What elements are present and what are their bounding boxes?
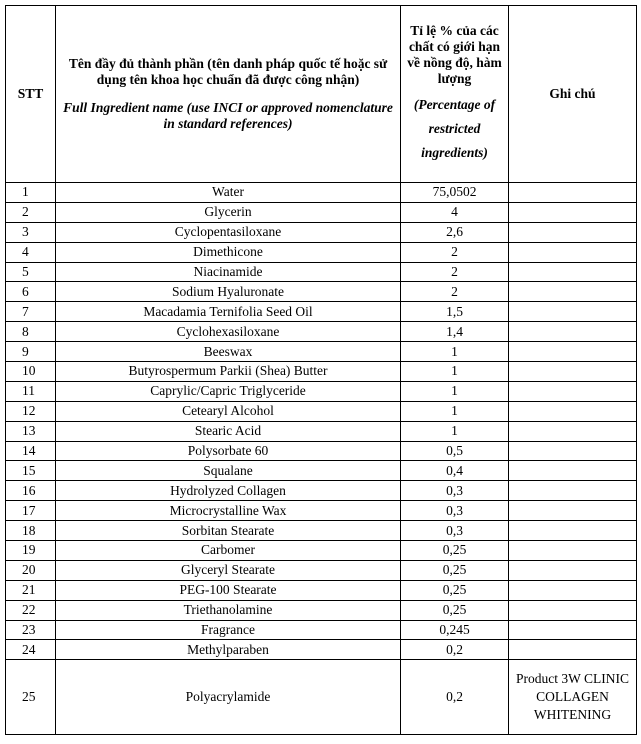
table-row — [6, 600, 637, 620]
header-pct-vi: Tỉ lệ % của các chất có giới hạn về nồng độ, hàm lượng — [407, 23, 502, 86]
row-ingredient-name: PEG-100 Stearate — [56, 580, 401, 600]
row-stt: 9 — [6, 342, 56, 362]
row-note — [509, 381, 637, 401]
row-note — [509, 282, 637, 302]
row-ingredient-name: Dimethicone — [56, 242, 401, 262]
row-percentage: 1 — [401, 421, 509, 441]
table-row — [6, 381, 637, 401]
row-percentage: 0,25 — [401, 600, 509, 620]
row-stt: 21 — [6, 580, 56, 600]
row-percentage: 0,25 — [401, 560, 509, 580]
row-ingredient-name: Butyrospermum Parkii (Shea) Butter — [56, 362, 401, 382]
row-note: Product 3W CLINIC COLLAGEN WHITENING — [509, 660, 637, 735]
table-row — [6, 620, 637, 640]
row-ingredient-name: Carbomer — [56, 541, 401, 561]
header-note: Ghi chú — [509, 6, 637, 183]
row-note — [509, 521, 637, 541]
row-percentage: 2 — [401, 282, 509, 302]
table-row — [6, 302, 637, 322]
row-stt: 16 — [6, 481, 56, 501]
table-row — [6, 481, 637, 501]
row-ingredient-name: Sorbitan Stearate — [56, 521, 401, 541]
row-percentage: 1 — [401, 342, 509, 362]
table-row — [6, 501, 637, 521]
row-note — [509, 541, 637, 561]
row-percentage: 0,25 — [401, 541, 509, 561]
row-stt: 4 — [6, 242, 56, 262]
row-note — [509, 600, 637, 620]
row-stt: 1 — [6, 183, 56, 203]
row-stt: 14 — [6, 441, 56, 461]
table-row — [6, 560, 637, 580]
table-row — [6, 521, 637, 541]
row-ingredient-name: Cyclopentasiloxane — [56, 222, 401, 242]
table-row — [6, 541, 637, 561]
row-stt: 23 — [6, 620, 56, 640]
row-percentage: 2 — [401, 242, 509, 262]
row-stt: 6 — [6, 282, 56, 302]
table-body — [6, 183, 637, 735]
row-stt: 12 — [6, 401, 56, 421]
row-stt: 5 — [6, 262, 56, 282]
row-stt: 8 — [6, 322, 56, 342]
row-ingredient-name: Water — [56, 183, 401, 203]
header-stt: STT — [6, 6, 56, 183]
table-row — [6, 222, 637, 242]
row-percentage: 1 — [401, 381, 509, 401]
row-note — [509, 441, 637, 461]
row-note — [509, 401, 637, 421]
row-ingredient-name: Caprylic/Capric Triglyceride — [56, 381, 401, 401]
row-note — [509, 421, 637, 441]
row-note — [509, 580, 637, 600]
row-stt: 2 — [6, 202, 56, 222]
row-ingredient-name: Fragrance — [56, 620, 401, 640]
row-stt: 17 — [6, 501, 56, 521]
row-note — [509, 322, 637, 342]
table-row — [6, 322, 637, 342]
table-row — [6, 401, 637, 421]
row-stt: 11 — [6, 381, 56, 401]
row-note — [509, 242, 637, 262]
row-ingredient-name: Niacinamide — [56, 262, 401, 282]
header-ingredient-name — [56, 6, 401, 183]
row-note — [509, 620, 637, 640]
row-ingredient-name: Microcrystalline Wax — [56, 501, 401, 521]
row-stt: 7 — [6, 302, 56, 322]
table-row — [6, 640, 637, 660]
row-stt: 15 — [6, 461, 56, 481]
row-percentage: 4 — [401, 202, 509, 222]
row-ingredient-name: Polysorbate 60 — [56, 441, 401, 461]
header-percentage — [401, 6, 509, 183]
row-percentage: 2,6 — [401, 222, 509, 242]
row-stt: 24 — [6, 640, 56, 660]
row-stt: 20 — [6, 560, 56, 580]
header-name-vi: Tên đầy đủ thành phần (tên danh pháp quốc tế hoặc sử dụng tên khoa học chuẩn đã được công nhận) — [68, 56, 388, 87]
row-note — [509, 342, 637, 362]
row-stt: 25 — [6, 660, 56, 735]
row-stt: 22 — [6, 600, 56, 620]
row-ingredient-name: Sodium Hyaluronate — [56, 282, 401, 302]
row-percentage: 0,25 — [401, 580, 509, 600]
row-ingredient-name: Polyacrylamide — [56, 660, 401, 735]
row-percentage: 1 — [401, 362, 509, 382]
row-ingredient-name: Glycerin — [56, 202, 401, 222]
row-percentage: 0,2 — [401, 660, 509, 735]
table-row — [6, 183, 637, 203]
row-note — [509, 481, 637, 501]
table-row — [6, 242, 637, 262]
row-note — [509, 560, 637, 580]
ingredients-table — [5, 5, 637, 735]
row-note — [509, 362, 637, 382]
table-row — [6, 660, 637, 735]
table-row — [6, 202, 637, 222]
row-percentage: 75,0502 — [401, 183, 509, 203]
row-ingredient-name: Cyclohexasiloxane — [56, 322, 401, 342]
row-ingredient-name: Glyceryl Stearate — [56, 560, 401, 580]
row-percentage: 1,4 — [401, 322, 509, 342]
row-ingredient-name: Squalane — [56, 461, 401, 481]
row-percentage: 1 — [401, 401, 509, 421]
row-percentage: 0,4 — [401, 461, 509, 481]
table-row — [6, 441, 637, 461]
row-stt: 10 — [6, 362, 56, 382]
row-stt: 19 — [6, 541, 56, 561]
row-percentage: 0,3 — [401, 521, 509, 541]
row-note — [509, 183, 637, 203]
row-percentage: 0,2 — [401, 640, 509, 660]
row-ingredient-name: Stearic Acid — [56, 421, 401, 441]
row-ingredient-name: Beeswax — [56, 342, 401, 362]
row-percentage: 0,245 — [401, 620, 509, 640]
header-row — [6, 6, 637, 183]
row-ingredient-name: Hydrolyzed Collagen — [56, 481, 401, 501]
header-name-en: Full Ingredient name (use INCI or approved nomenclature in standard references) — [63, 100, 393, 131]
row-stt: 13 — [6, 421, 56, 441]
row-note — [509, 222, 637, 242]
row-note — [509, 640, 637, 660]
row-percentage: 1,5 — [401, 302, 509, 322]
table-row — [6, 421, 637, 441]
row-percentage: 2 — [401, 262, 509, 282]
table-row — [6, 362, 637, 382]
row-note — [509, 461, 637, 481]
table-row — [6, 461, 637, 481]
table-row — [6, 262, 637, 282]
row-ingredient-name: Macadamia Ternifolia Seed Oil — [56, 302, 401, 322]
row-note — [509, 501, 637, 521]
row-ingredient-name: Triethanolamine — [56, 600, 401, 620]
row-stt: 3 — [6, 222, 56, 242]
table-row — [6, 580, 637, 600]
row-percentage: 0,3 — [401, 481, 509, 501]
table-row — [6, 342, 637, 362]
table-row — [6, 282, 637, 302]
header-pct-en: (Percentage of restricted ingredients) — [413, 97, 496, 160]
row-note — [509, 262, 637, 282]
row-note — [509, 302, 637, 322]
row-ingredient-name: Cetearyl Alcohol — [56, 401, 401, 421]
row-percentage: 0,5 — [401, 441, 509, 461]
row-note — [509, 202, 637, 222]
row-ingredient-name: Methylparaben — [56, 640, 401, 660]
row-percentage: 0,3 — [401, 501, 509, 521]
row-stt: 18 — [6, 521, 56, 541]
